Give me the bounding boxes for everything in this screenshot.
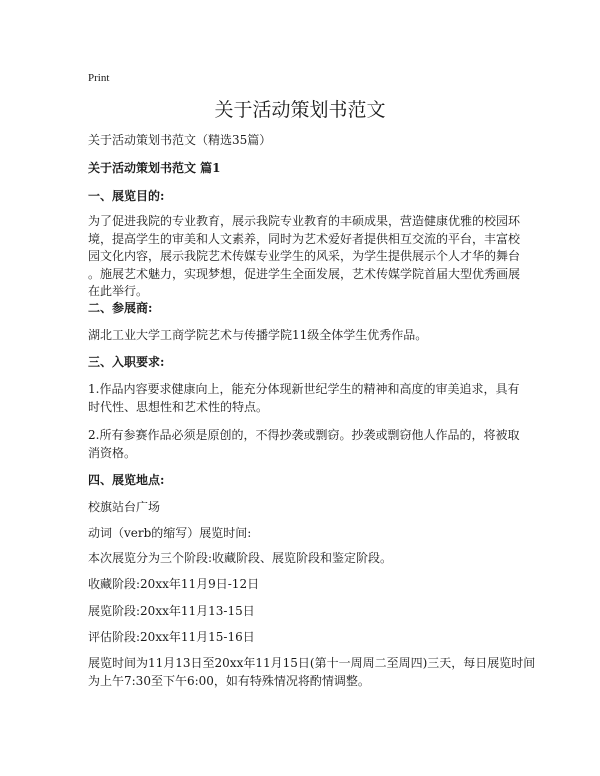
stage-collection: 收藏阶段:20xx年11月9日-12日 [88, 577, 260, 591]
schedule-line: 展览时间为11月13日至20xx年11月15日(第十一周周二至周四)三天，每日展览时间 [88, 656, 536, 670]
page-title: 关于活动策划书范文 [214, 99, 386, 121]
section-heading-requirements: 三、入职要求: [88, 355, 165, 369]
requirement-item-2 [88, 426, 528, 462]
exhibitors-text: 湖北工业大学工商学院艺术与传播学院11级全体学生优秀作品。 [88, 328, 428, 342]
requirement-item-1 [88, 380, 528, 416]
stage-exhibition: 展览阶段:20xx年11月13-15日 [88, 604, 255, 618]
requirement-line: 2.所有参赛作品必须是原创的，不得抄袭或剽窃。抄袭或剽窃他人作品的，将被取 [88, 428, 520, 442]
print-label: Print [88, 72, 110, 84]
article-heading: 关于活动策划书范文 篇1 [88, 161, 221, 175]
paragraph-line: 境，提高学生的审美和人文素养，同时为艺术爱好者提供相互交流的平台，丰富校 [88, 231, 521, 246]
purpose-paragraph [88, 213, 528, 301]
requirement-line: 时代性、思想性和艺术性的特点。 [88, 400, 269, 414]
section-heading-purpose: 一、展览目的: [88, 189, 165, 203]
schedule-line: 为上午7:30至下午6:00，如有特殊情况将酌情调整。 [88, 674, 370, 688]
paragraph-line: 园文化内容，展示我院艺术传媒专业学生的风采，为学生提供展示个人才华的舞台 [88, 249, 521, 263]
time-label: 动词（verb的缩写）展览时间: [88, 526, 252, 540]
section-heading-location: 四、展览地点: [88, 473, 165, 487]
paragraph-line: 在此举行。 [88, 284, 149, 298]
location-text: 校旗站台广场 [88, 500, 161, 514]
requirement-line: 1.作品内容要求健康向上，能充分体现新世纪学生的精神和高度的审美追求，具有 [88, 382, 520, 396]
requirement-line: 消资格。 [88, 446, 137, 460]
paragraph-line: 为了促进我院的专业教育，展示我院专业教育的丰硕成果，营造健康优雅的校园环 [88, 214, 521, 228]
section-heading-exhibitors: 二、参展商: [88, 301, 153, 315]
paragraph-line: 。施展艺术魅力，实现梦想，促进学生全面发展，艺术传媒学院首届大型优秀画展 [88, 266, 521, 281]
subtitle: 关于活动策划书范文（精选35篇） [88, 133, 272, 147]
stages-intro: 本次展览分为三个阶段:收藏阶段、展览阶段和鉴定阶段。 [88, 551, 393, 565]
schedule-text [88, 654, 536, 690]
stage-evaluation: 评估阶段:20xx年11月15-16日 [88, 630, 255, 644]
